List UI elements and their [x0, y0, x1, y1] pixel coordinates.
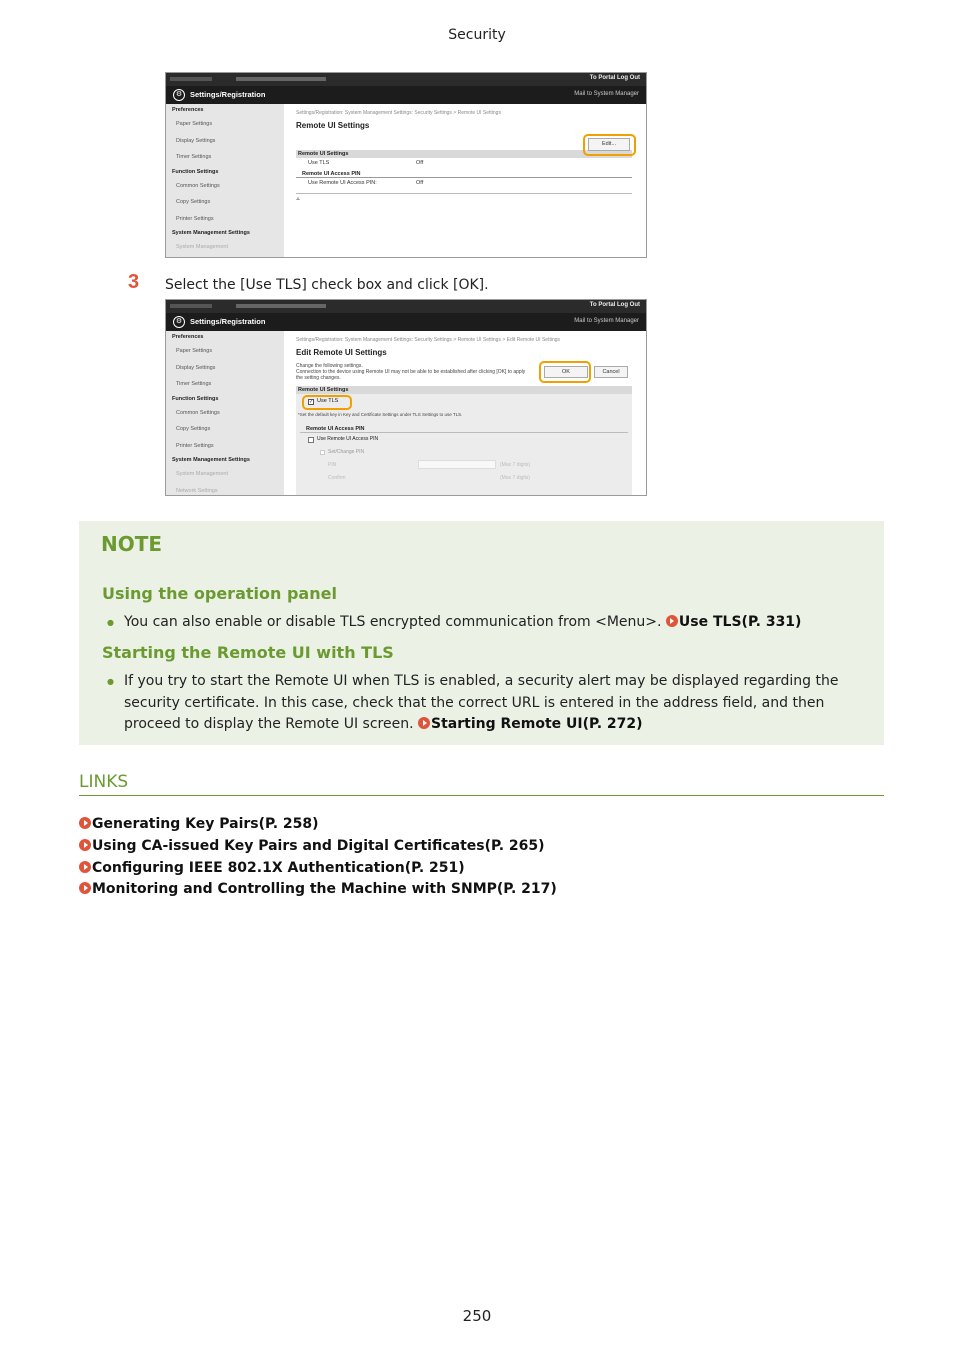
portal-logout-links: To Portal Log Out — [589, 75, 640, 81]
row-use-tls — [296, 158, 632, 169]
use-tls-checkbox-label: Use TLS — [317, 398, 339, 404]
breadcrumb: Settings/Registration: System Management Settings: Security Settings > Remote UI Settings — [296, 110, 501, 116]
use-pin-row — [300, 433, 628, 446]
link-starting-remote-ui[interactable] — [418, 716, 643, 732]
note-text-operation-panel: You can also enable or disable TLS encrypted communication from <Menu>. — [124, 614, 666, 630]
gear-icon: ⚙ — [173, 316, 185, 328]
confirm-input-row — [300, 472, 628, 485]
sidebar-item-system-management: System Management — [176, 471, 228, 477]
portal-logout-links: To Portal Log Out — [589, 302, 640, 308]
step-text: Select the [Use TLS] check box and click [OK]. — [165, 277, 489, 293]
mail-link: Mail to System Manager — [574, 91, 639, 97]
link-starting-remote-ui-label: Starting Remote UI(P. 272) — [431, 716, 643, 732]
sidebar-item-common-settings: Common Settings — [176, 182, 220, 189]
set-change-pin-row — [300, 446, 628, 459]
remote-ui-topbar — [166, 300, 646, 313]
pin-input-row — [300, 459, 628, 472]
use-tls-value: Off — [416, 160, 424, 166]
remote-ui-header — [166, 313, 646, 331]
note-heading-operation-panel: Using the operation panel — [102, 584, 337, 603]
link-label: Monitoring and Controlling the Machine with SNMP(P. 217) — [92, 881, 557, 898]
arrow-right-icon — [79, 839, 91, 851]
remote-ui-sidebar — [166, 331, 284, 495]
section-remote-ui-settings: Remote UI Settings — [296, 386, 632, 394]
sidebar-item-timer-settings: Timer Settings — [176, 154, 212, 160]
link-use-tls-label: Use TLS(P. 331) — [678, 614, 802, 630]
use-tls-label: Use TLS — [308, 160, 330, 166]
gear-icon: ⚙ — [173, 89, 185, 101]
arrow-right-icon — [79, 817, 91, 829]
remote-ui-topbar — [166, 73, 646, 86]
warning-text: Connection to the device using Remote UI may not be able to be established after clicking [OK] to apply the setting changes. — [296, 369, 526, 381]
sidebar-group-function-settings: Function Settings — [172, 395, 219, 402]
section-remote-ui-settings: Remote UI Settings — [296, 150, 632, 158]
note-bullet-operation-panel — [124, 612, 859, 634]
sidebar-item-common-settings: Common Settings — [176, 409, 220, 416]
blurred-series-name — [236, 304, 326, 308]
link-label: Configuring IEEE 802.1X Authentication(P. 251) — [92, 859, 465, 876]
blurred-series-name — [236, 77, 326, 81]
sidebar-item-display-settings: Display Settings — [176, 364, 216, 371]
sidebar-item-paper-settings: Paper Settings — [176, 121, 213, 127]
page-number: 250 — [462, 1307, 492, 1325]
step-number: 3 — [128, 271, 140, 293]
remote-ui-sidebar — [166, 104, 284, 257]
sidebar-item-copy-settings: Copy Settings — [176, 199, 211, 205]
mail-link: Mail to System Manager — [574, 318, 639, 324]
link-use-tls[interactable] — [666, 614, 802, 630]
link-label: Using CA-issued Key Pairs and Digital Certificates(P. 265) — [92, 837, 545, 854]
remote-ui-main — [296, 331, 632, 495]
blurred-model-name — [170, 304, 212, 308]
remote-ui-main — [296, 104, 632, 257]
edit-button: Edit... — [588, 138, 630, 151]
pin-section-box — [296, 422, 632, 496]
use-pin-label: Use Remote UI Access PIN: — [308, 180, 377, 186]
link-generating-key-pairs[interactable] — [79, 814, 557, 836]
use-pin-value: Off — [416, 180, 424, 186]
note-bullet-remote-ui-tls — [124, 671, 859, 736]
screenshot-edit-remote-ui-settings — [165, 299, 647, 496]
ok-button: OK — [544, 366, 588, 378]
use-pin-label: Use Remote UI Access PIN — [317, 436, 379, 442]
blurred-model-name — [170, 77, 212, 81]
breadcrumb: Settings/Registration: System Management Settings: Security Settings > Remote UI Settings > Edit Remote UI Settings — [296, 337, 561, 343]
use-tls-checkbox: ✓ — [309, 399, 314, 405]
app-title: Settings/Registration — [190, 317, 266, 326]
note-box — [79, 521, 884, 745]
sidebar-group-function-settings: Function Settings — [172, 168, 219, 175]
confirm-hint: (Max 7 digits) — [500, 475, 531, 481]
section-remote-ui-access-pin: Remote UI Access PIN — [300, 426, 628, 433]
page-title: Remote UI Settings — [296, 121, 370, 130]
section-remote-ui-access-pin: Remote UI Access PIN — [296, 171, 632, 178]
app-title: Settings/Registration — [190, 90, 266, 99]
pin-input — [418, 460, 496, 469]
set-change-pin-checkbox — [320, 450, 325, 455]
link-ieee-8021x[interactable] — [79, 858, 557, 880]
cancel-button: Cancel — [594, 366, 628, 378]
page-title: Edit Remote UI Settings — [296, 348, 387, 357]
pin-label: PIN — [328, 462, 337, 468]
sidebar-item-network-settings: Network Settings — [176, 487, 218, 494]
link-snmp[interactable] — [79, 879, 557, 901]
sidebar-item-printer-settings: Printer Settings — [176, 442, 214, 449]
highlight-ok-button — [539, 361, 591, 383]
sidebar-item-copy-settings: Copy Settings — [176, 426, 211, 432]
running-header: Security — [448, 27, 506, 43]
sidebar-item-display-settings: Display Settings — [176, 137, 216, 144]
sidebar-item-timer-settings: Timer Settings — [176, 381, 212, 387]
arrow-right-icon — [79, 882, 91, 894]
highlight-use-tls — [302, 395, 352, 410]
arrow-right-icon — [79, 861, 91, 873]
sidebar-group-system-management-settings: System Management Settings — [172, 230, 250, 236]
arrow-right-icon — [418, 717, 430, 729]
row-use-pin — [296, 178, 632, 189]
note-text-remote-ui-tls: If you try to start the Remote UI when TLS is enabled, a security alert may be displayed regarding the security certificate. In this case, check that the correct URL is entered in the address field, and then proceed to display the Remote UI screen. — [124, 673, 839, 732]
use-pin-checkbox — [308, 437, 314, 443]
sidebar-item-printer-settings: Printer Settings — [176, 215, 214, 222]
confirm-label: Confirm — [328, 475, 346, 481]
link-ca-issued-key-pairs[interactable] — [79, 836, 557, 858]
sidebar-item-system-management: System Management — [176, 244, 228, 250]
scroll-top-icon: ⩡ — [296, 196, 300, 203]
links-list — [79, 814, 557, 901]
sidebar-group-preferences: Preferences — [172, 334, 204, 340]
highlight-edit-button — [583, 134, 636, 156]
instructions-text: Change the following settings. — [296, 363, 363, 369]
note-heading-remote-ui-tls: Starting the Remote UI with TLS — [102, 643, 394, 662]
set-change-pin-label: Set/Change PIN — [328, 449, 365, 455]
note-title: NOTE — [101, 532, 163, 556]
remote-ui-header — [166, 86, 646, 104]
links-title: LINKS — [79, 772, 129, 792]
sidebar-group-preferences: Preferences — [172, 107, 204, 113]
sidebar-group-system-management-settings: System Management Settings — [172, 457, 250, 463]
use-tls-row — [296, 394, 632, 410]
link-label: Generating Key Pairs(P. 258) — [92, 816, 319, 832]
arrow-right-icon — [666, 615, 678, 627]
sidebar-item-paper-settings: Paper Settings — [176, 348, 213, 354]
pin-hint: (Max 7 digits) — [500, 462, 531, 468]
tls-note: *Set the default key in Key and Certificate Settings under TLS Settings to use TLS. — [296, 410, 632, 422]
screenshot-remote-ui-settings — [165, 72, 647, 258]
links-divider — [79, 795, 884, 796]
